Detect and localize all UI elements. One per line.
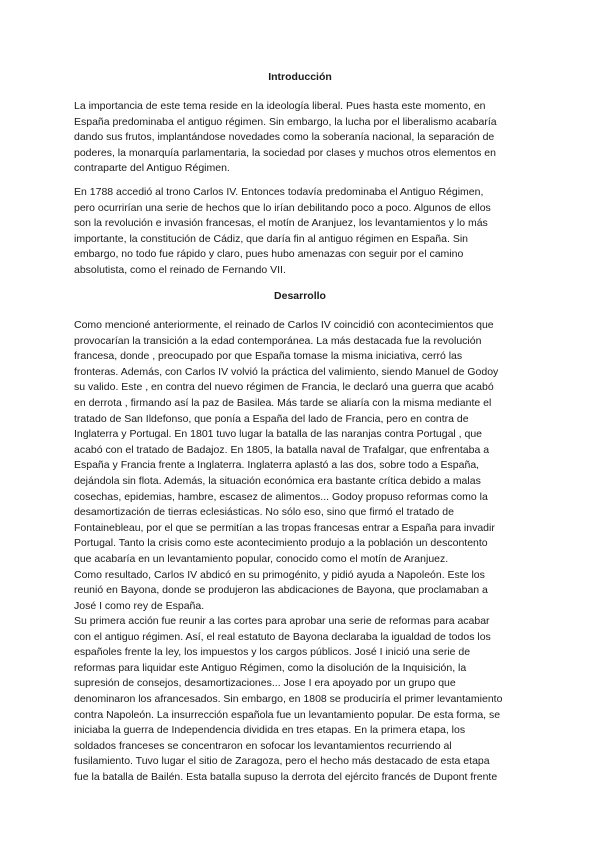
text-line: fusilamiento. Tuvo lugar el sitio de Zaragoza, pero el hecho más destacado de esta etapa [74,755,490,768]
text-line: que acabaría en un levantamiento popular, conocido como el motín de Aranjuez. [74,552,449,565]
text-line: España y Francia frente a Inglaterra. Inglaterra aplastó a las dos, sobre todo a España, [74,459,480,472]
text-line: francesa, donde , preocupado por que España tomase la misma iniciativa, cerró las [74,350,463,363]
text-line: poderes, la monarquía parlamentaria, la sociedad por clases y muchos otros elementos en [74,146,496,159]
text-line: España predominaba el antiguo régimen. Sin embargo, la lucha por el liberalismo acabaría [74,115,497,128]
text-line: tratado de San Ildefonso, que ponía a España del lado de Francia, pero en contra de [74,412,469,425]
text-line: embargo, no todo fue rápido y claro, pues hubo amenazas con seguir por el camino [74,248,464,261]
text-line: reunió en Bayona, donde se produjeron las abdicaciones de Bayona, que proclamaban a [74,584,488,597]
text-line: Fontainebleau, por el que se permitían a las tropas francesas entrar a España para invadir [74,521,495,534]
text-line: acabó con el tratado de Badajoz. En 1805, la batalla naval de Trafalgar, que enfrentaba a [74,443,490,456]
intro-paragraph-1 [74,99,526,177]
text-line: en derrota , firmando así la paz de Basilea. Más tarde se aliaría con la misma mediante el [74,396,492,409]
text-line: Su primera acción fue reunir a las cortes para aprobar una serie de reformas para acabar [74,615,490,627]
text-line: dando sus frutos, implantándose novedades como la soberanía nacional, la separación de [74,131,495,144]
text-line: españoles frente la ley, los impuestos y los cargos públicos. José I inició una serie de [74,646,471,659]
text-line: Portugal. Tanto la crisis como este acontecimiento produjo a la población un descontento [74,537,488,550]
intro-paragraph-2 [74,185,526,279]
text-line: Como mencioné anteriormente, el reinado de Carlos IV coincidió con acontecimientos que [74,319,494,331]
text-line: provocarían la transición a la edad contemporánea. La más destacada fue la revolución [74,334,482,347]
text-line: iniciaba la guerra de Independencia dividida en tres etapas. En la primera etapa, los [74,724,466,737]
text-line: son la revolución e invasión francesas, el motín de Aranjuez, los levantamientos y lo más [74,217,488,230]
text-line: absolutista, como el reinado de Fernando VII. [74,263,286,276]
development-paragraph-2 [74,614,526,786]
text-line: fronteras. Además, con Carlos IV volvió la práctica del valimiento, siendo Manuel de Godoy [74,365,499,378]
text-line: En 1788 accedió al trono Carlos IV. Entonces todavía predominaba el Antiguo Régimen, [74,186,484,198]
text-line: fue la batalla de Bailén. Esta batalla supuso la derrota del ejército francés de Dupont frente [74,770,498,783]
text-line: desamortización de tierras eclesiásticas. No sólo eso, sino que firmó el tratado de [74,506,454,519]
text-line: reformas para liquidar este Antiguo Régimen, como la disolución de la Inquisición, la [74,661,467,674]
text-line: contra Napoleón. La insurrección española fue un levantamiento popular. De esta forma, se [74,708,501,721]
text-line: Como resultado, Carlos IV abdicó en su primogénito, y pidió ayuda a Napoleón. Este los [74,568,485,581]
text-line: José I como rey de España. [74,599,205,612]
text-line: dejándola sin flota. Además, la situación económica era bastante crítica debido a malas [74,474,481,487]
text-line: denominaron los afrancesados. Sin embargo, en 1808 se produciría el primer levantamiento [74,692,503,705]
intro-heading: Introducción [268,71,332,83]
development-paragraph-1 [74,318,526,614]
text-line: contraparte del Antiguo Régimen. [74,162,230,175]
text-line: cosechas, epidemias, hambre, escasez de alimentos... Godoy propuso reformas como la [74,490,488,503]
text-line: soldados franceses se concentraron en sofocar los levantamientos recurriendo al [74,739,452,752]
text-line: pero ocurrirían una serie de hechos que lo irían debilitando poco a poco. Algunos de ellos [74,201,491,214]
text-line: supresión de consejos, desamortizaciones... Jose I era apoyado por un grupo que [74,677,456,690]
development-heading: Desarrollo [274,290,326,302]
text-line: su valido. Este , en contra del nuevo régimen de Francia, le declaró una guerra que acabó [74,381,494,394]
text-line: Inglaterra y Portugal. En 1801 tuvo lugar la batalla de las naranjas contra Portugal , que [74,428,483,441]
text-line: con el antiguo régimen. Así, el real estatuto de Bayona declaraba la igualdad de todos los [74,630,491,643]
text-line: La importancia de este tema reside en la ideología liberal. Pues hasta este momento, en [74,100,486,112]
text-line: importante, la constitución de Cádiz, que daría fin al antiguo régimen en España. Sin [74,232,468,245]
